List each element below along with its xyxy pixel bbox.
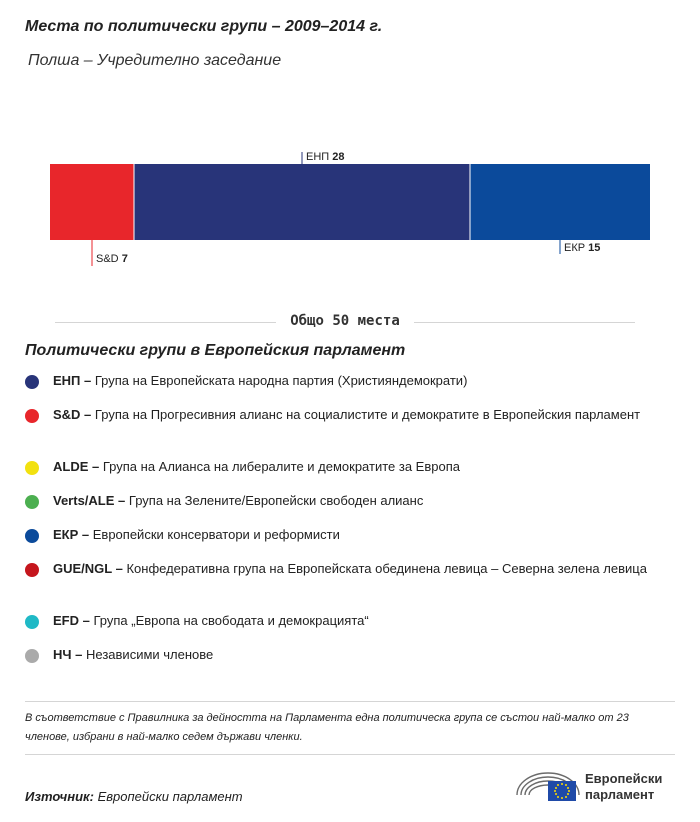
logo-line2: парламент	[585, 787, 655, 802]
legend-item-gue	[25, 560, 647, 578]
legend-title: Политически групи в Европейския парламент	[25, 342, 406, 359]
legend-item-verts	[25, 492, 423, 510]
legend-text: Група на Европейската народна партия (Християндемократи)	[94, 373, 468, 388]
legend-dot	[25, 563, 39, 577]
legend-text: Конфедеративна група на Европейската обединена левица – Северна зелена левица	[126, 561, 647, 576]
bar-segment-0	[50, 164, 134, 240]
legend-item-sd	[25, 406, 640, 424]
logo-line1: Европейски	[585, 771, 663, 786]
note-divider-bottom	[25, 754, 675, 755]
legend-item-epp	[25, 372, 467, 390]
stacked-bar-chart	[0, 140, 700, 280]
european-parliament-logo	[515, 765, 685, 805]
legend-abbr: Verts/ALE –	[53, 493, 126, 508]
legend-abbr: ЕКР –	[53, 527, 90, 542]
legend-item-ni	[25, 646, 213, 664]
bar-segment-2	[470, 164, 650, 240]
legend-abbr: GUE/NGL –	[53, 561, 123, 576]
legend-dot	[25, 461, 39, 475]
legend-dot	[25, 495, 39, 509]
total-seats-label: Общо 50 места	[276, 313, 414, 329]
legend-dot	[25, 409, 39, 423]
source-label: Източник:	[25, 789, 94, 804]
legend-abbr: ALDE –	[53, 459, 100, 474]
legend-text: Група на Прогресивния алианс на социалистите и демократите в Европейския парламент	[94, 407, 641, 422]
segment-label-2: ЕКР 15	[564, 242, 601, 254]
page-title: Места по политически групи – 2009–2014 г.	[25, 18, 383, 35]
footnote: В съответствие с Правилника за дейността на Парламента една политическа група се състои най-малко от 23 членове, избрани в най-малко седем държави членки.	[25, 712, 629, 743]
legend-item-alde	[25, 458, 460, 476]
legend-item-efd	[25, 612, 369, 630]
legend-dot	[25, 649, 39, 663]
page-subtitle: Полша – Учредително заседание	[28, 52, 282, 69]
legend-text: Група на Алианса на либералите и демократите за Европа	[102, 459, 460, 474]
legend-dot	[25, 529, 39, 543]
legend-abbr: S&D –	[53, 407, 92, 422]
legend-text: Група на Зелените/Европейски свободен алианс	[128, 493, 424, 508]
parliament-hemicycle-icon	[515, 765, 581, 805]
bar-segment-1	[134, 164, 470, 240]
legend-abbr: ЕНП –	[53, 373, 92, 388]
note-divider-top	[25, 701, 675, 702]
source	[25, 789, 243, 804]
segment-label-1: ЕНП 28	[306, 151, 345, 163]
total-seats-row	[55, 312, 635, 332]
legend-dot	[25, 375, 39, 389]
legend-item-ecr	[25, 526, 340, 544]
source-value: Европейски парламент	[97, 789, 243, 804]
legend-text: Независими членове	[86, 647, 214, 662]
legend-abbr: EFD –	[53, 613, 90, 628]
legend-text: Група „Европа на свободата и демокрацията“	[93, 613, 369, 628]
legend-abbr: НЧ –	[53, 647, 83, 662]
segment-label-0: S&D 7	[96, 253, 128, 265]
legend-dot	[25, 615, 39, 629]
legend-text: Европейски консерватори и реформисти	[92, 527, 340, 542]
